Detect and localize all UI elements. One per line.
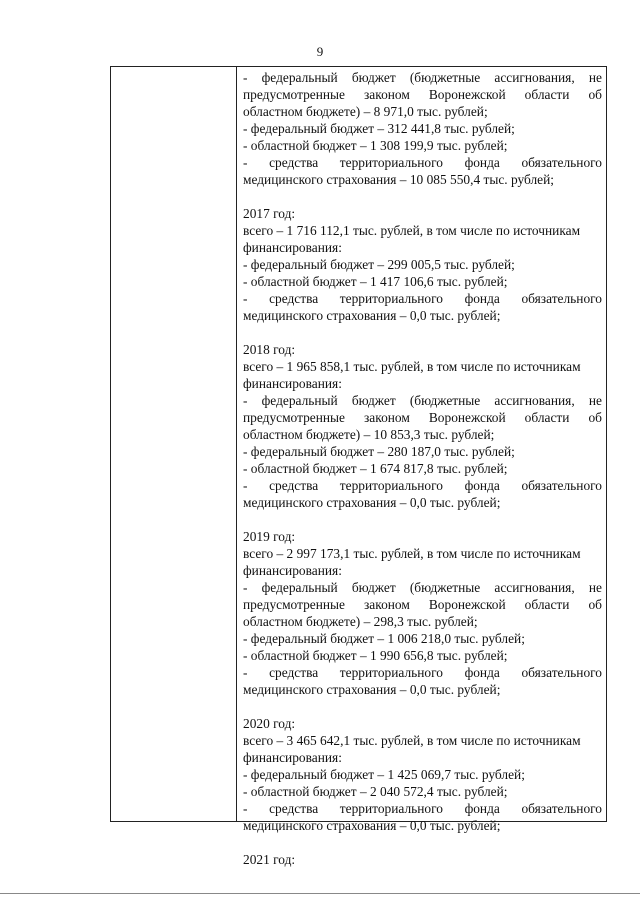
text-word: области [524, 410, 570, 425]
text-word: законом [364, 87, 410, 102]
text-line [243, 120, 602, 137]
text-word: не [588, 393, 602, 408]
text-line [243, 749, 602, 766]
text-line [243, 715, 602, 732]
text-word: предусмотренные [243, 87, 345, 102]
text-word: ассигнования, [494, 580, 575, 595]
text-line [243, 732, 602, 749]
text-line [243, 137, 602, 154]
text-word: обязательного [521, 155, 602, 170]
text-word: - областной бюджет – 2 040 572,4 тыс. рублей; [243, 784, 508, 799]
text-word: федеральный [261, 393, 338, 408]
text-line [243, 783, 602, 800]
text-word: фонда [464, 478, 500, 493]
text-line [243, 630, 602, 647]
text-line [243, 69, 602, 86]
text-word: обязательного [521, 291, 602, 306]
paragraph-gap [243, 834, 602, 851]
text-word: законом [364, 410, 410, 425]
text-word: медицинского страхования – 0,0 тыс. рублей; [243, 682, 501, 697]
text-line [243, 851, 602, 868]
text-word: обязательного [521, 665, 602, 680]
text-word: - областной бюджет – 1 990 656,8 тыс. рублей; [243, 648, 508, 663]
text-line [243, 460, 602, 477]
text-word: не [588, 70, 602, 85]
text-word: предусмотренные [243, 597, 345, 612]
text-word: - [243, 801, 248, 816]
text-line [243, 596, 602, 613]
text-word: (бюджетные [409, 580, 481, 595]
text-word: территориального [339, 801, 443, 816]
text-word: области [524, 597, 570, 612]
text-word: территориального [339, 155, 443, 170]
text-word: - [243, 393, 248, 408]
text-line [243, 239, 602, 256]
text-word: средства [269, 801, 319, 816]
text-line [243, 86, 602, 103]
text-line [243, 375, 602, 392]
page-bottom-rule [0, 893, 640, 894]
text-word: медицинского страхования – 10 085 550,4 тыс. рублей; [243, 172, 554, 187]
text-word: финансирования: [243, 563, 342, 578]
text-line [243, 562, 602, 579]
text-word: бюджет [351, 70, 396, 85]
text-word: фонда [464, 801, 500, 816]
text-word: - федеральный бюджет – 312 441,8 тыс. рублей; [243, 121, 515, 136]
text-word: Воронежской [428, 597, 506, 612]
text-word: средства [269, 665, 319, 680]
text-word: 2021 год: [243, 852, 296, 867]
text-word: фонда [464, 665, 500, 680]
text-word: - областной бюджет – 1 308 199,9 тыс. рублей; [243, 138, 508, 153]
text-word: ассигнования, [494, 393, 575, 408]
table-left-column [111, 67, 237, 821]
text-line [243, 154, 602, 171]
text-line [243, 205, 602, 222]
paragraph-gap [243, 698, 602, 715]
text-word: 2017 год: [243, 206, 296, 221]
text-line [243, 409, 602, 426]
text-line [243, 426, 602, 443]
text-line [243, 358, 602, 375]
text-word: федеральный [261, 580, 338, 595]
text-word: фонда [464, 291, 500, 306]
text-line [243, 392, 602, 409]
text-word: областном бюджете) – 8 971,0 тыс. рублей; [243, 104, 488, 119]
text-word: всего – 1 965 858,1 тыс. рублей, в том числе по источникам [243, 359, 581, 374]
text-word: 2019 год: [243, 529, 296, 544]
text-word: всего – 3 465 642,1 тыс. рублей, в том числе по источникам [243, 733, 581, 748]
text-line [243, 647, 602, 664]
text-word: - [243, 155, 248, 170]
text-word: законом [364, 597, 410, 612]
text-line [243, 681, 602, 698]
text-word: территориального [339, 291, 443, 306]
funding-table [110, 66, 607, 867]
text-word: - областной бюджет – 1 674 817,8 тыс. рублей; [243, 461, 508, 476]
text-word: - [243, 70, 248, 85]
text-line [243, 766, 602, 783]
text-line [243, 341, 602, 358]
text-word: всего – 2 997 173,1 тыс. рублей, в том числе по источникам [243, 546, 581, 561]
text-line [243, 171, 602, 188]
text-word: - [243, 665, 248, 680]
text-line [243, 613, 602, 630]
text-word: ассигнования, [494, 70, 575, 85]
text-line [243, 800, 602, 817]
text-line [243, 222, 602, 239]
text-word: - областной бюджет – 1 417 106,6 тыс. рублей; [243, 274, 508, 289]
text-word: - федеральный бюджет – 280 187,0 тыс. рублей; [243, 444, 515, 459]
text-word: медицинского страхования – 0,0 тыс. рублей; [243, 818, 501, 833]
text-line [243, 579, 602, 596]
text-word: средства [269, 155, 319, 170]
text-word: 2020 год: [243, 716, 296, 731]
text-word: финансирования: [243, 750, 342, 765]
text-word: - федеральный бюджет – 1 425 069,7 тыс. рублей; [243, 767, 525, 782]
text-word: обязательного [521, 478, 602, 493]
text-line [243, 103, 602, 120]
text-word: - [243, 291, 248, 306]
text-line [243, 273, 602, 290]
text-line [243, 528, 602, 545]
text-word: об [588, 410, 602, 425]
text-word: средства [269, 291, 319, 306]
text-word: не [588, 580, 602, 595]
text-word: областном бюджете) – 10 853,3 тыс. рублей; [243, 427, 495, 442]
text-word: бюджет [351, 580, 396, 595]
text-word: финансирования: [243, 376, 342, 391]
text-word: всего – 1 716 112,1 тыс. рублей, в том числе по источникам [243, 223, 581, 238]
text-word: Воронежской [428, 87, 506, 102]
text-line [243, 290, 602, 307]
text-word: Воронежской [428, 410, 506, 425]
text-line [243, 664, 602, 681]
text-word: территориального [339, 478, 443, 493]
text-word: медицинского страхования – 0,0 тыс. рублей; [243, 495, 501, 510]
text-word: медицинского страхования – 0,0 тыс. рублей; [243, 308, 501, 323]
text-word: федеральный [261, 70, 338, 85]
text-line [243, 494, 602, 511]
text-word: финансирования: [243, 240, 342, 255]
text-word: фонда [464, 155, 500, 170]
text-word: (бюджетные [409, 393, 481, 408]
text-word: 2018 год: [243, 342, 296, 357]
text-word: - [243, 580, 248, 595]
text-line [243, 545, 602, 562]
text-word: - федеральный бюджет – 299 005,5 тыс. рублей; [243, 257, 515, 272]
text-line [243, 817, 602, 834]
text-word: об [588, 597, 602, 612]
text-line [243, 477, 602, 494]
paragraph-gap [243, 324, 602, 341]
paragraph-gap [243, 188, 602, 205]
text-word: областном бюджете) – 298,3 тыс. рублей; [243, 614, 478, 629]
text-line [243, 256, 602, 273]
text-word: области [524, 87, 570, 102]
table-right-column [237, 67, 606, 868]
page-number: 9 [316, 44, 324, 59]
text-word: обязательного [521, 801, 602, 816]
text-word: - [243, 478, 248, 493]
text-word: об [588, 87, 602, 102]
text-word: - федеральный бюджет – 1 006 218,0 тыс. рублей; [243, 631, 525, 646]
text-line [243, 443, 602, 460]
text-word: территориального [339, 665, 443, 680]
text-word: бюджет [351, 393, 396, 408]
paragraph-gap [243, 511, 602, 528]
text-line [243, 307, 602, 324]
text-word: предусмотренные [243, 410, 345, 425]
text-word: средства [269, 478, 319, 493]
text-word: (бюджетные [409, 70, 481, 85]
